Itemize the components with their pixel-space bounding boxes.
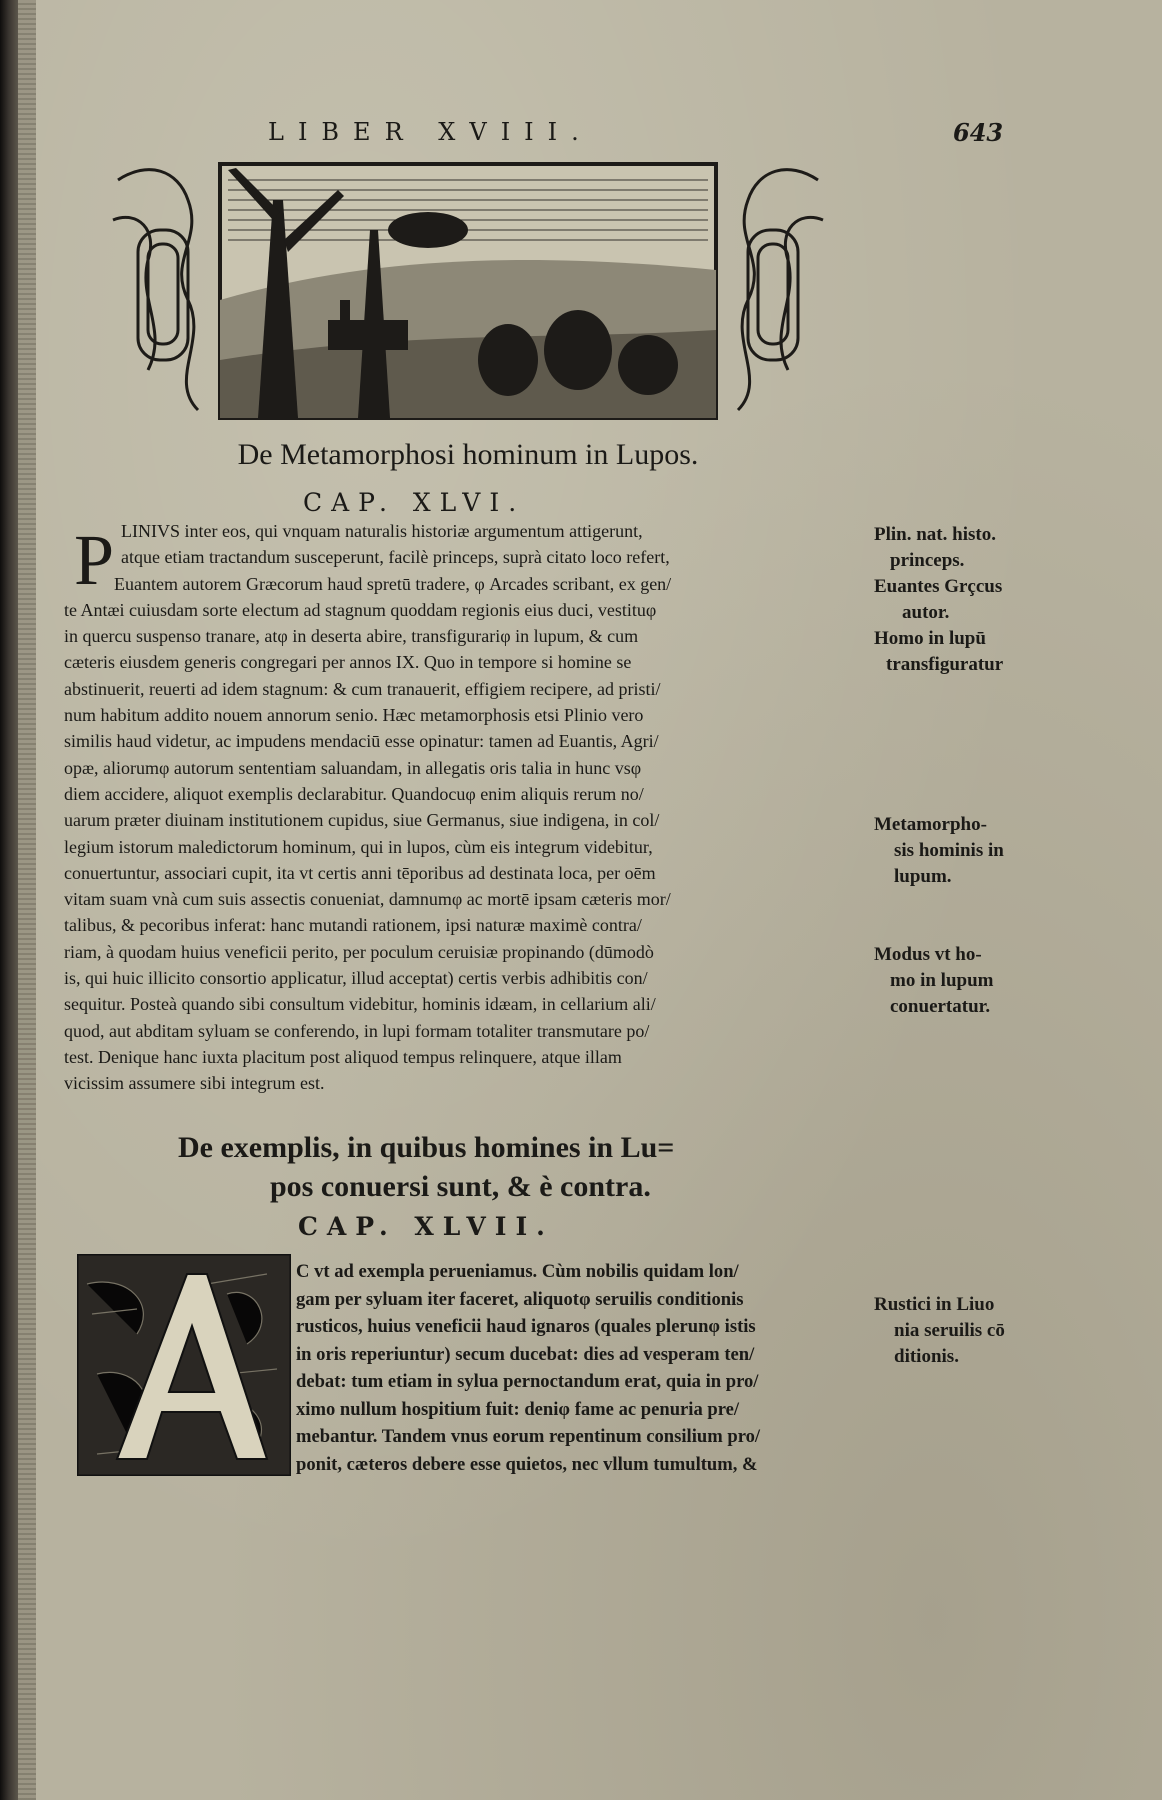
note-line: sis hominis in [894,840,1004,861]
chapter-body [64,518,866,1097]
note-line: transfiguratur [886,654,1004,675]
text-line: test. Denique hanc iuxta placitum post aliquod tempus relinquere, atque illam [64,1046,622,1067]
chapter-title-2-line2: pos conuersi sunt, & è contra. [270,1170,651,1203]
text-line: LINIVS inter eos, qui vnquam naturalis historiæ argumentum attigerunt, [121,521,643,541]
text-line: similis haud videtur, ac impudens mendaciū esse opinatur: tamen ad Euantis, Agri/ [64,731,659,752]
running-head: LIBER XVIII. [268,118,593,146]
note-line: nia seruilis cō [894,1320,1005,1341]
text-line: vitam suam vnà cum suis assectis conueniat, damnumφ ac mortē ipsam cæteris mor/ [64,889,671,910]
margin-note-plin [874,522,1024,574]
note-line: mo in lupum [890,970,994,991]
text-line: in quercu suspenso tranare, atφ in deserta abire, transfigurariφ in lupum, & cum [64,626,639,647]
note-line: lupum. [894,866,952,887]
page-edge [18,0,36,1800]
text-line: conuertuntur, associari cupit, ita vt certis anni tēporibus ad destinata loca, per oēm [64,862,656,883]
text-line: diem accidere, aliquot exemplis declarabitur. Quandocuφ enim aliquis rerum no/ [64,783,644,804]
text-line: gam per syluam iter faceret, aliquotφ seruilis conditionis [296,1288,744,1310]
note-line: ditionis. [894,1346,959,1367]
chapter-title-2 [178,1128,778,1206]
note-line: autor. [902,602,950,623]
woodcut-initial-a [77,1254,291,1476]
chapter-2-body [296,1258,866,1478]
chapter-number: CAP. XLVI. [303,488,526,517]
note-line: Metamorpho- [874,814,987,835]
text-line: atque etiam tractandum susceperunt, facilè princeps, suprà citato loco refert, [121,547,670,568]
note-line: Plin. nat. histo. [874,524,996,545]
text-line: vicissim assumere sibi integrum est. [64,1073,325,1094]
text-line: ponit, cæteros debere esse quietos, nec vllum tumultum, & [296,1453,758,1475]
drop-initial-p: P [74,520,115,600]
margin-note-rustici [874,1292,1024,1370]
note-line: Homo in lupū [874,628,986,649]
book-page [18,0,1162,1800]
note-line: princeps. [890,550,965,571]
note-line: Modus vt ho- [874,944,982,965]
margin-note-euantes [874,574,1024,626]
text-line: mebantur. Tandem vnus eorum repentinum consilium pro/ [296,1426,761,1447]
note-line: Euantes Grçcus [874,576,1003,597]
text-line: num habitum addito nouem annorum senio. Hæc metamorphosis etsi Plinio vero [64,705,644,726]
text-line: sequitur. Posteà quando sibi consultum videbitur, hominis idæam, in cellarium ali/ [64,994,656,1015]
text-line: cæteris eiusdem generis congregari per annos IX. Quo in tempore si homine se [64,652,632,673]
note-line: conuertatur. [890,996,991,1017]
margin-note-modus [874,942,1024,1020]
chapter-number-2: CAP. XLVII. [298,1212,554,1241]
text-line: riam, à quodam huius veneficii perito, per poculum ceruisiæ propinando (dūmodò [64,941,654,962]
chapter-title-2-line1: De exemplis, in quibus homines in Lu= [178,1131,675,1164]
text-line: Euantem autorem Græcorum haud spretū tradere, φ Arcades scribant, ex gen/ [114,573,672,594]
text-line: talibus, & pecoribus inferat: hanc mutandi rationem, ipsi naturæ maximè contra/ [64,915,642,936]
text-line: legium istorum maledictorum hominum, qui in lupos, cùm eis integrum videbitur, [64,836,653,857]
text-line: abstinuerit, reuerti ad idem stagnum: & cum tranauerit, effigiem recipere, ad pristi/ [64,678,661,699]
text-line: opæ, aliorumφ autorum sententiam saluandam, in allegatis oris talia in hunc vsφ [64,757,642,778]
margin-note-homo [874,626,1024,678]
text-line: in oris reperiuntur) secum ducebat: dies ad vesperam ten/ [296,1343,755,1365]
text-line: C vt ad exempla perueniamus. Cùm nobilis quidam lon/ [296,1261,739,1282]
text-line: debat: tum etiam in sylua pernoctandum erat, quia in pro/ [296,1371,759,1392]
margin-note-metamorphosis [874,812,1024,890]
text-line: rusticos, huius veneficii haud ignaros (quales plerunφ istis [296,1316,756,1337]
text-line: quod, aut abditam syluam se conferendo, in lupi formam totaliter transmutare po/ [64,1020,650,1041]
chapter-title: De Metamorphosi hominum in Lupos. [237,438,699,471]
text-line: uarum præter diuinam institutionem cupidus, siue Germanus, siue indigena, in col/ [64,810,660,831]
text-line: ximo nullum hospitium fuit: deniφ fame ac penuria pre/ [296,1398,740,1420]
folio-number: 643 [953,118,1004,147]
note-line: Rustici in Liuo [874,1294,995,1315]
text-line: te Antæi cuiusdam sorte electum ad stagnum quoddam regionis eius duci, vestituφ [64,599,657,620]
woodcut-headpiece [108,160,828,422]
text-line: is, qui huic illicito consortio applicatur, illud acceptat) certis verbis adhibitis con/ [64,968,648,989]
